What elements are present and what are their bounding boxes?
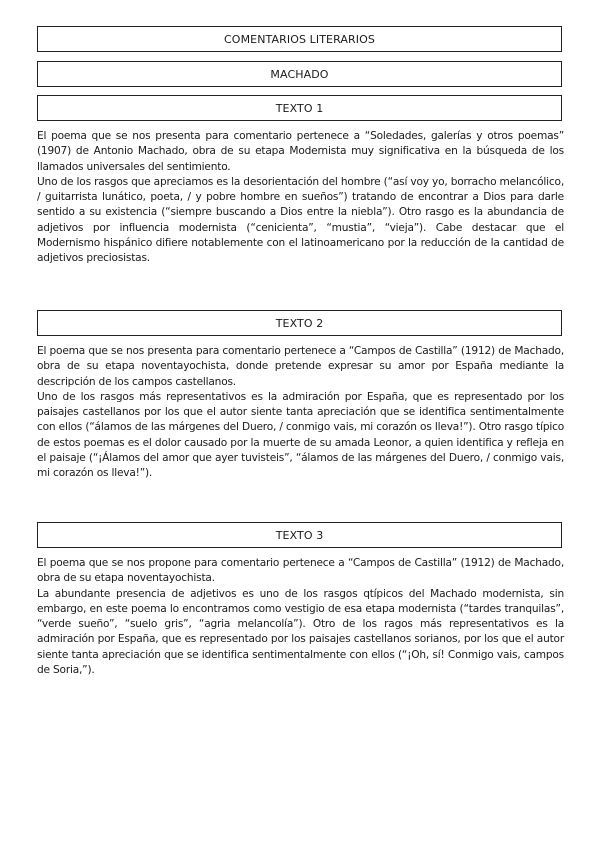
section-2-body (37, 344, 564, 482)
section-2-paragraph-1: El poema que se nos presenta para comentario pertenece a “Campos de Castilla” (1912) de Machado, obra de su etapa noventayochista, donde pretende expresar su amor por España mediante la descripción de los campos castellanos. (37, 345, 564, 388)
section-3-heading-box (37, 522, 562, 548)
section-3-heading: TEXTO 3 (275, 528, 324, 542)
section-3-paragraph-1: El poema que se nos propone para comentario pertenece a “Campos de Castilla” (1912) de Machado, obra de su etapa noventayochista. (37, 557, 564, 585)
document-title: COMENTARIOS LITERARIOS (224, 32, 375, 46)
section-2-heading: TEXTO 2 (275, 316, 324, 330)
section-1-heading: TEXTO 1 (275, 101, 324, 115)
section-3-body (37, 556, 564, 678)
document-title-box (37, 26, 562, 52)
section-2-heading-box (37, 310, 562, 336)
section-1-heading-box (37, 95, 562, 121)
section-1-paragraph-2: Uno de los rasgos que apreciamos es la desorientación del hombre (“así voy yo, borracho melancólico, / guitarrista lunático, poeta, / y pobre hombre en sueños”) tratando de encontrar a Dios para darle sentido a su existencia (“siempre buscando a Dios entre la niebla”). Otro rasgo es la abundancia de adjetivos por influencia modernista (“cenicienta”, “mustia”, “vieja”). Cabe destacar que el Modernismo hispánico difiere notablemente con el latinoamericano por la reducción de la cantidad de adjetivos preciosistas. (37, 175, 564, 265)
section-3-paragraph-2: La abundante presencia de adjetivos es uno de los rasgos qtípicos del Machado modernista, sin embargo, en este poema lo encontramos como vestigio de esa etapa modernista (“tardes tranquilas”, “verde sueño”, “suelo gris”, “agria melancolía”). Otro de los ragos más representativos es la admiración por España, que es representado por los paisajes castellanos sorianos, por los que el autor siente tanta apreciación que se identifica sentimentalmente con ellos (“¡Oh, sí! Conmigo vais, campos de Soria,”). (37, 587, 564, 677)
author-box (37, 61, 562, 87)
section-2-paragraph-2: Uno de los rasgos más representativos es la admiración por España, que es representado por los paisajes castellanos por los que el autor siente tanta apreciación que se identifica sentimentalmente con ellos (“álamos de las márgenes del Duero, / conmigo vais, mi corazón os lleva!”). Otro rasgo típico de estos poemas es el dolor causado por la muerte de su amada Leonor, a quien identifica y refleja en el paisaje (“¡Álamos del amor que ayer tuvisteis”, “álamos de las márgenes del Duero, / conmigo vais, mi corazón os lleva!”). (37, 390, 564, 480)
section-1-body (37, 129, 564, 267)
section-1-paragraph-1: El poema que se nos presenta para comentario pertenece a “Soledades, galerías y otros poemas” (1907) de Antonio Machado, obra de su etapa Modernista muy significativa en la búsqueda de los llamados universales del sentimiento. (37, 130, 564, 173)
author-name: MACHADO (270, 67, 329, 81)
